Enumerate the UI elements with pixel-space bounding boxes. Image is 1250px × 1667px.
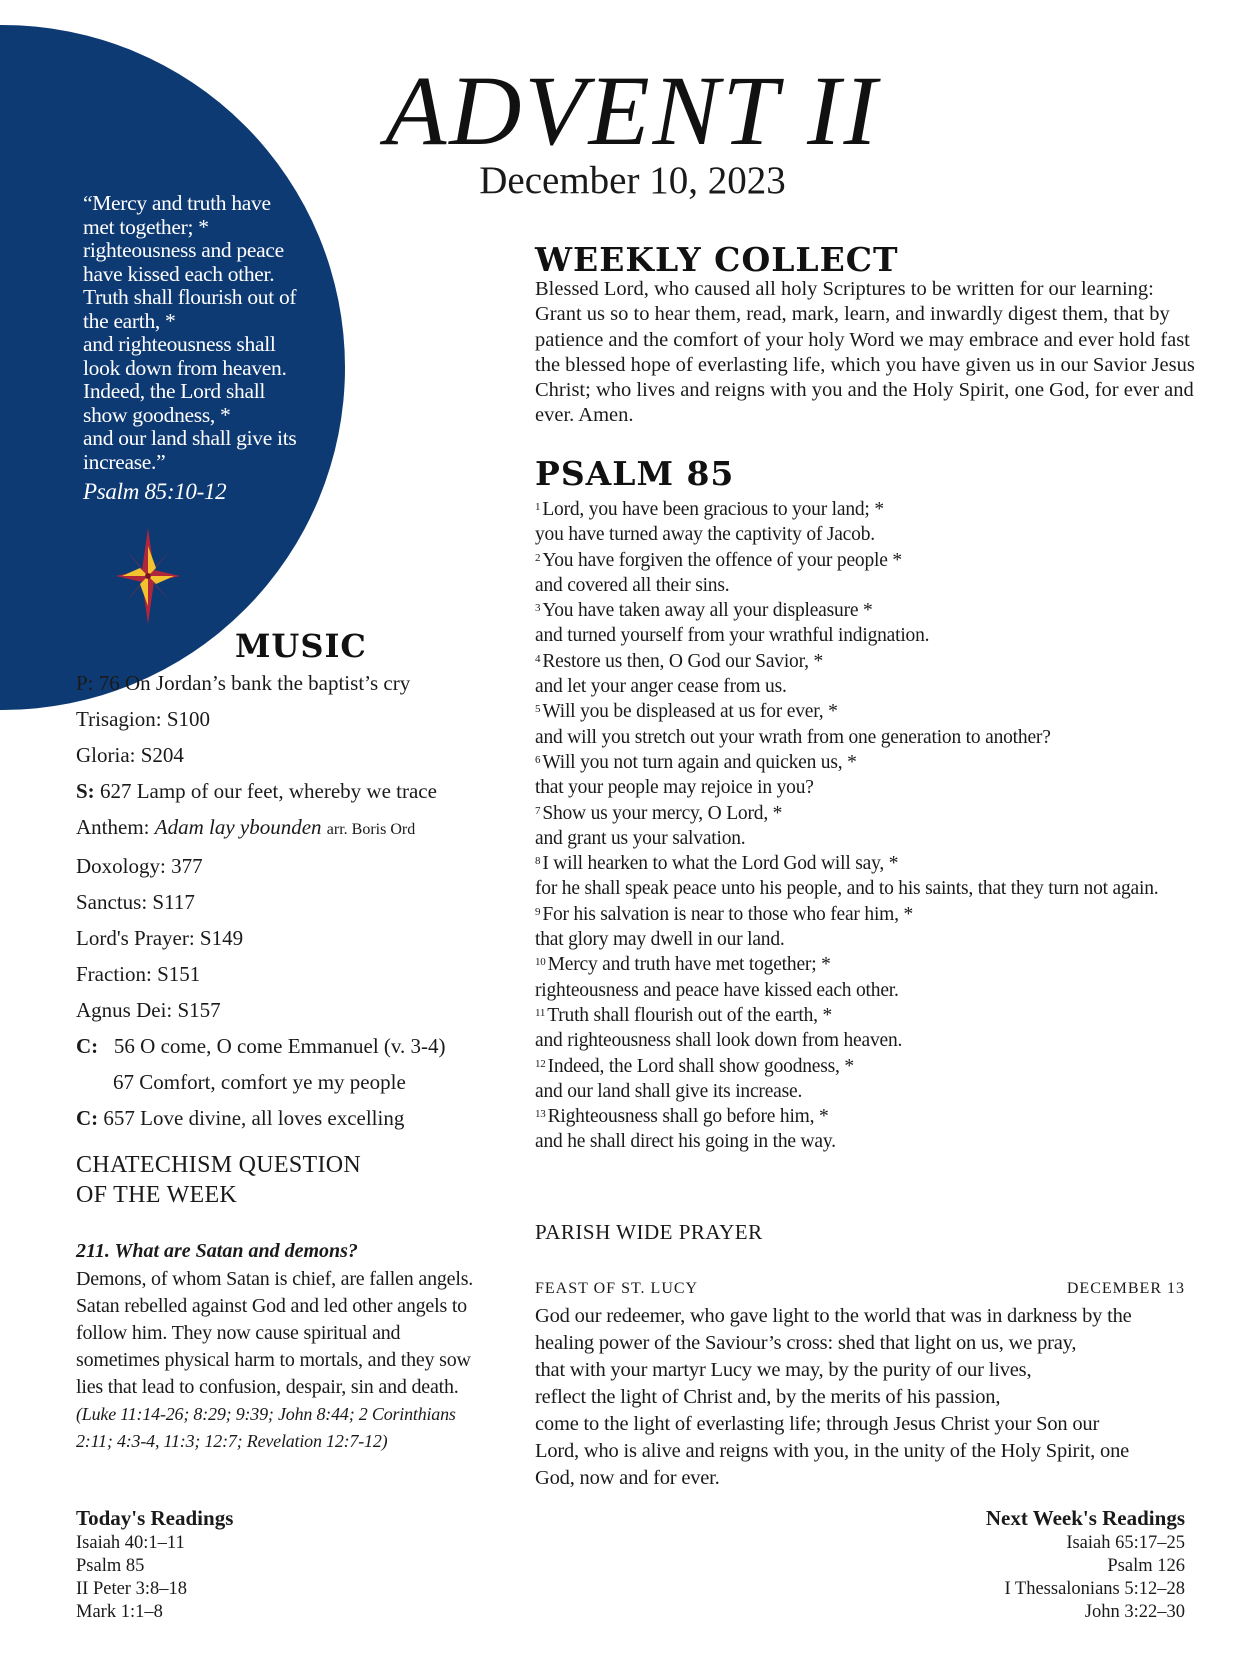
verse-number: 7 — [535, 804, 541, 817]
verse-line: I will hearken to what the Lord God will say, * — [542, 853, 899, 875]
music-label: Anthem: — [76, 815, 150, 839]
psalm-verse — [535, 1003, 1175, 1054]
music-text: S100 — [166, 707, 211, 731]
quote-line: the earth, * — [83, 308, 176, 333]
verse-line: you have turned away the captivity of Jacob. — [535, 524, 875, 546]
music-text: 657 Love divine, all loves excelling — [103, 1106, 405, 1130]
collect-heading: WEEKLY COLLECT — [535, 240, 899, 279]
anthem-title: Adam lay ybounden — [154, 815, 322, 839]
verse-line: that your people may rejoice in you? — [535, 777, 814, 799]
quote-line: and our land shall give its — [83, 426, 297, 450]
verse-line: and grant us your salvation. — [535, 827, 746, 849]
parish-prayer-text — [535, 1303, 1205, 1492]
quote-line: met together; * — [83, 214, 209, 239]
psalm-verse — [535, 649, 1175, 700]
reading-item: Psalm 85 — [76, 1556, 145, 1576]
quote-line: increase.” — [83, 449, 166, 474]
music-item — [76, 884, 496, 920]
quote-line: show goodness, * — [83, 402, 231, 427]
reading-item: Isaiah 40:1–11 — [76, 1533, 185, 1553]
verse-number: 2 — [535, 551, 541, 564]
reading-item: I Thessalonians 5:12–28 — [1004, 1579, 1185, 1599]
prayer-line: healing power of the Saviour’s cross: shed that light on us, we pray, — [535, 1332, 1077, 1354]
verse-number: 5 — [535, 703, 541, 716]
next-week-readings-title: Next Week's Readings — [985, 1506, 1185, 1530]
psalm-verse — [535, 699, 1175, 750]
prayer-line: God, now and for ever. — [535, 1467, 720, 1489]
music-item — [76, 848, 496, 884]
verse-line: Righteousness shall go before him, * — [547, 1106, 829, 1128]
music-text: 67 Comfort, comfort ye my people — [113, 1070, 406, 1094]
page-title: ADVENT II — [385, 55, 880, 166]
music-item — [76, 773, 496, 809]
verse-line: Mercy and truth have met together; * — [547, 954, 831, 976]
quote-line: have kissed each other. — [83, 261, 275, 286]
verse-number: 12 — [535, 1057, 546, 1070]
psalm-heading: PSALM 85 — [535, 454, 735, 493]
music-text: S157 — [177, 998, 221, 1022]
verse-line: for he shall speak peace unto his people, and to his saints, that they turn not again. — [535, 878, 1159, 900]
feast-row — [535, 1280, 1185, 1298]
catechism-references: (Luke 11:14-26; 8:29; 9:39; John 8:44; 2 Corinthians 2:11; 4:3-4, 11:3; 12:7; Revelation 12:7-12) — [76, 1404, 456, 1451]
music-text: 56 O come, O come Emmanuel (v. 3-4) — [113, 1034, 446, 1058]
verse-line: Show us your mercy, O Lord, * — [542, 802, 783, 824]
verse-line: Indeed, the Lord shall show goodness, * — [547, 1055, 854, 1077]
verse-number: 4 — [535, 652, 541, 665]
prayer-line: God our redeemer, who gave light to the world that was in darkness by the — [535, 1305, 1132, 1327]
music-label: C: — [76, 1106, 99, 1130]
psalm-verse — [535, 1104, 1175, 1155]
psalm-verse — [535, 801, 1175, 852]
music-label: C: — [76, 1034, 99, 1058]
psalm-verse — [535, 497, 1175, 548]
music-list — [76, 665, 496, 1136]
parish-prayer-heading: PARISH WIDE PRAYER — [535, 1220, 763, 1244]
music-text: S149 — [199, 926, 244, 950]
quote-line: and righteousness shall — [83, 332, 276, 356]
verse-line: For his salvation is near to those who fear him, * — [542, 903, 914, 925]
verse-line: and he shall direct his going in the way. — [535, 1131, 836, 1153]
prayer-line: that with your martyr Lucy we may, by the purity of our lives, — [535, 1359, 1032, 1381]
reading-item: John 3:22–30 — [1084, 1602, 1185, 1622]
verse-line: You have forgiven the offence of your people * — [542, 549, 902, 571]
psalm-verse — [535, 952, 1175, 1003]
psalm-verse — [535, 750, 1175, 801]
music-heading: MUSIC — [235, 627, 367, 665]
reading-item: Mark 1:1–8 — [76, 1602, 163, 1622]
catechism-answer-text: Demons, of whom Satan is chief, are fallen angels. Satan rebelled against God and led other angels to follow him. They now cause spiritual and sometimes physical harm to mortals, and they sow lies that lead to confusion, despair, sin and death. — [76, 1268, 474, 1398]
verse-number: 6 — [535, 753, 541, 766]
anthem-credit: arr. Boris Ord — [326, 821, 416, 838]
psalm-text — [535, 497, 1175, 1155]
music-label: Agnus Dei: — [76, 998, 173, 1022]
quote-line: Truth shall flourish out of — [83, 285, 297, 309]
service-date: December 10, 2023 — [479, 159, 786, 202]
music-label: Trisagion: — [76, 707, 162, 731]
quote-line: righteousness and peace — [83, 238, 284, 262]
prayer-line: reflect the light of Christ and, by the merits of his passion, — [535, 1386, 1001, 1408]
collect-text: Blessed Lord, who caused all holy Scriptures to be written for our learning: Grant us so to hear them, read, mark, learn, and inwardly digest them, that by patience and the comfort of your holy Word we may embrace and ever hold fast the blessed hope of everlasting life, which you have given us in our Savior Jesus Christ; who lives and reigns with you and the Holy Spirit, one God, for ever and ever. Amen. — [535, 278, 1195, 427]
quote-line: look down from heaven. — [83, 355, 287, 380]
next-week-readings — [986, 1505, 1185, 1624]
music-item — [76, 920, 496, 956]
psalm-verse — [535, 902, 1175, 953]
todays-readings — [76, 1505, 233, 1624]
music-item — [76, 737, 496, 773]
verse-line: and will you stretch out your wrath from one generation to another? — [535, 726, 1051, 748]
music-label: Sanctus: — [76, 890, 148, 914]
music-label: Lord's Prayer: — [76, 926, 195, 950]
psalm-verse — [535, 548, 1175, 599]
psalm-verse — [535, 851, 1175, 902]
psalm-quote — [83, 192, 313, 504]
verse-line: Truth shall flourish out of the earth, * — [547, 1004, 833, 1026]
music-item — [76, 1100, 496, 1136]
catechism-heading-line: OF THE WEEK — [76, 1182, 238, 1208]
reading-item: II Peter 3:8–18 — [76, 1579, 187, 1599]
verse-line: and let your anger cease from us. — [535, 676, 787, 698]
verse-number: 11 — [535, 1006, 546, 1019]
verse-number: 9 — [535, 905, 541, 918]
psalm-verse — [535, 598, 1175, 649]
verse-line: righteousness and peace have kissed each other. — [535, 979, 899, 1001]
verse-number: 1 — [535, 501, 541, 513]
catechism-heading — [76, 1150, 436, 1210]
verse-line: and covered all their sins. — [535, 574, 730, 596]
verse-number: 3 — [535, 602, 541, 615]
verse-line: and turned yourself from your wrathful indignation. — [535, 625, 930, 647]
reading-item: Psalm 126 — [1107, 1556, 1185, 1576]
music-item — [76, 665, 496, 701]
music-item — [76, 992, 496, 1028]
verse-line: Will you be displeased at us for ever, * — [542, 701, 838, 723]
verse-number: 13 — [535, 1108, 546, 1121]
music-text: 76 On Jordan’s bank the baptist’s cry — [98, 671, 411, 695]
prayer-line: come to the light of everlasting life; through Jesus Christ your Son our — [535, 1413, 1100, 1435]
feast-date: DECEMBER 13 — [1066, 1280, 1185, 1297]
music-item — [76, 809, 496, 848]
music-label: P: — [76, 671, 94, 695]
quote-line: Indeed, the Lord shall — [83, 379, 266, 403]
catechism-heading-line: CHATECHISM QUESTION — [76, 1152, 362, 1178]
music-text: S117 — [152, 890, 195, 914]
music-label: S: — [76, 779, 95, 803]
music-label: Doxology: — [76, 854, 166, 878]
music-label: Fraction: — [76, 962, 152, 986]
quote-citation: Psalm 85:10-12 — [83, 479, 227, 504]
music-text: 377 — [171, 854, 203, 878]
music-text: 627 Lamp of our feet, whereby we trace — [99, 779, 437, 803]
prayer-line: Lord, who is alive and reigns with you, in the unity of the Holy Spirit, one — [535, 1440, 1130, 1462]
verse-number: 8 — [535, 855, 541, 868]
music-item — [76, 1064, 496, 1100]
verse-number: 10 — [535, 956, 546, 969]
catechism-question: 211. What are Satan and demons? — [76, 1240, 358, 1262]
verse-line: that glory may dwell in our land. — [535, 929, 785, 951]
quote-line: “Mercy and truth have — [83, 191, 271, 215]
verse-line: You have taken away all your displeasure * — [542, 600, 873, 622]
verse-line: Restore us then, O God our Savior, * — [542, 650, 824, 672]
verse-line: and our land shall give its increase. — [535, 1080, 803, 1102]
reading-item: Isaiah 65:17–25 — [1066, 1533, 1185, 1553]
psalm-verse — [535, 1054, 1175, 1105]
verse-line: and righteousness shall look down from heaven. — [535, 1030, 903, 1052]
todays-readings-title: Today's Readings — [76, 1506, 234, 1530]
music-text: S151 — [157, 962, 201, 986]
music-label: Gloria: — [76, 743, 136, 767]
music-item — [76, 1028, 496, 1064]
music-item — [76, 956, 496, 992]
music-item — [76, 701, 496, 737]
verse-line: Lord, you have been gracious to your land; * — [542, 499, 884, 520]
catechism-answer — [76, 1266, 476, 1455]
feast-name: FEAST OF ST. LUCY — [535, 1280, 699, 1297]
music-text: S204 — [140, 743, 184, 767]
verse-line: Will you not turn again and quicken us, * — [542, 751, 857, 773]
compass-rose-icon — [116, 528, 180, 624]
